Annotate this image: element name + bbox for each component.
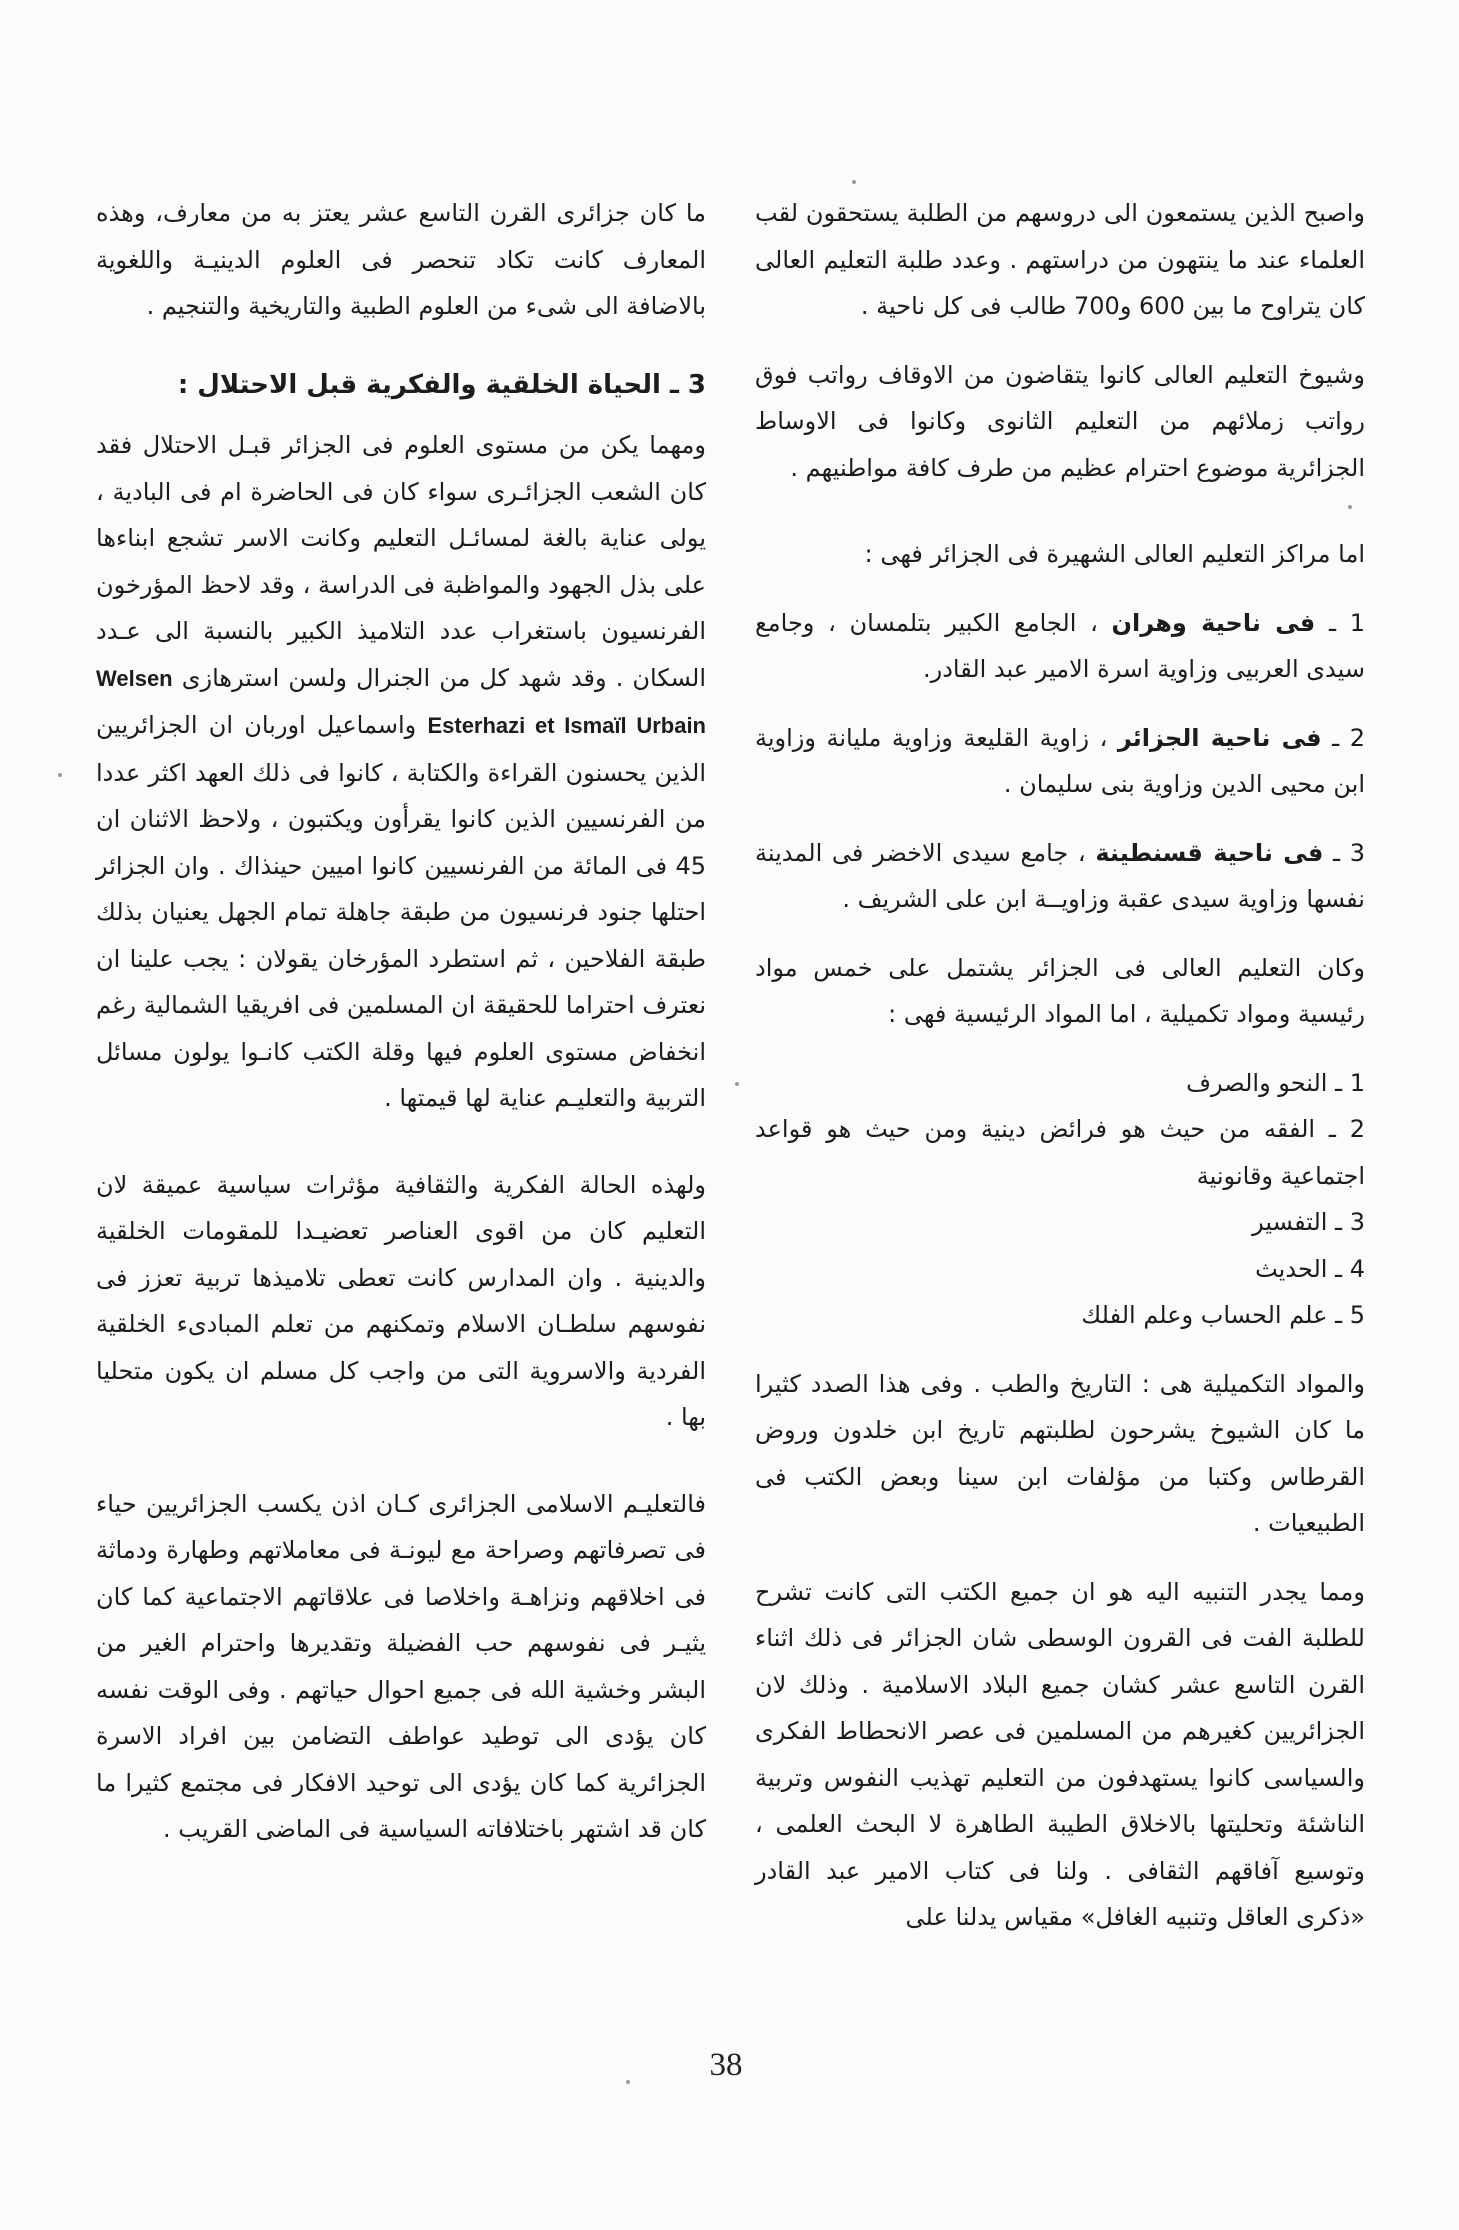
paragraph: فالتعليـم الاسلامى الجزائرى كـان اذن يكسب الجزائريين حياء فى تصرفاتهم وصراحة مع ليونـة فى معاملاتهم وطهارة ودماثة فى اخلاقهم ونزاهـة واخلاصا فى علاقاتهم الاجتماعية كما كان يثيـر فى نفوسهم حب الفضيلة وتقديرها واحترام الغير من البشر وخشية الله فى جميع احوال حياتهم . وفى الوقت نفسه كان يؤدى الى توطيد عواطف التضامن بين افراد الاسرة الجزائرية كما كان يؤدى الى توحيد الافكار فى مجتمع كثيرا ما كان قد اشتهر باختلافاته السياسية فى الماضى القريب . — [96, 1489, 706, 1843]
paragraph: ومهما يكن من مستوى العلوم فى الجزائر قبـل الاحتلال فقد كان الشعب الجزائـرى سواء كان فى الحاضرة ام فى البادية ، يولى عناية بالغة لمسائـل التعليم وكانت الاسر تشجع ابناءها على بذل الجهود والمواظبة فى الدراسة ، وقد لاحظ المؤرخون الفرنسيون باستغراب عدد التلاميذ الكبير بالنسبة الى عـدد السكان . وقد شهد كل من الجنرال ولسن استرهازى Welsen Esterhazi et Ismaïl Urbain واسماعيل اوربان ان الجزائريين الذين يحسنون القراءة والكتابة ، كانوا فى ذلك العهد اكثر عددا من الفرنسيين الذين كانوا يقرأون ويكتبون ، ولاحظ الاثنان ان 45 فى المائة من الفرنسيين كانوا اميين حينذاك . وان الجزائر احتلها جنود فرنسيون من طبقة جاهلة تمام الجهل يعنيان بذلك طبقة الفلاحين ، ثم استطرد المؤرخان يقولان : يجب علينا ان نعترف احتراما للحقيقة ان المسلمين فى افريقيا الشمالية رغم انخفاض مستوى العلوم فيها وقلة الكتب كانـوا يولون مسائل التربية والتعليـم عناية لها قيمتها . — [96, 431, 706, 1112]
latin-names: Welsen Esterhazi et Ismaïl Urbain — [96, 665, 706, 738]
paragraph: ولهذه الحالة الفكرية والثقافية مؤثرات سياسية عميقة لان التعليم كان من اقوى العناصر تعضيـدا للمقومات الخلقية والدينية . وان المدارس كانت تعطى تلاميذها تربية تعزز فى نفوسهم سلطـان الاسلام وتمكنهم من تعلم المبادىء الخلقية الفردية والاسروية التى من واجب كل مسلم ان يكون متحليا بها . — [96, 1170, 706, 1431]
subject-item: 3 ـ التفسير — [1252, 1208, 1365, 1236]
scan-speck — [626, 2080, 630, 2084]
subject-item: 5 ـ علم الحساب وعلم الفلك — [1081, 1301, 1365, 1329]
subject-item: 1 ـ النحو والصرف — [1186, 1068, 1365, 1097]
center-item: 2 ـ فى ناحية الجزائر ، زاوية القليعة وزاوية مليانة وزاوية ابن محيى الدين وزاوية بنى سليمان . — [755, 723, 1365, 798]
paragraph: ما كان جزائرى القرن التاسع عشر يعتز به من معارف، وهذه المعارف كانت تكاد تنحصر فى العلوم الدينيـة واللغوية بالاضافة الى شىء من العلوم الطبية والتاريخية والتنجيم . — [96, 199, 706, 320]
paragraph: اما مراكز التعليم العالى الشهيرة فى الجزائر فهى : — [864, 540, 1365, 568]
scan-speck — [852, 180, 856, 184]
region-name: فى ناحية وهران — [1111, 608, 1316, 637]
paragraph: والمواد التكميلية هى : التاريخ والطب . وفى هذا الصدد كثيرا ما كان الشيوخ يشرحون لطلبتهم تاريخ ابن خلدون وروض القرطاس وكتبا من مؤلفات ابن سينا وبعض الكتب فى الطبيعيات . — [755, 1369, 1365, 1537]
center-item: 1 ـ فى ناحية وهران ، الجامع الكبير بتلمسان ، وجامع سيدى العربيى وزاوية اسرة الامير عبد القادر. — [755, 608, 1365, 683]
section-heading: 3 ـ الحياة الخلقية والفكرية قبل الاحتلال : — [177, 369, 706, 400]
region-name: فى ناحية قسنطينة — [1095, 838, 1324, 867]
right-column — [755, 190, 1365, 1941]
subject-item: 4 ـ الحديث — [1255, 1254, 1365, 1283]
paragraph: وشيوخ التعليم العالى كانوا يتقاضون من الاوقاف رواتب فوق رواتب زملائهم من التعليم الثانوى وكانوا فى الاوساط الجزائرية موضوع احترام عظيم من طرف كافة مواطنيهم . — [755, 360, 1365, 482]
paragraph: وكان التعليم العالى فى الجزائر يشتمل على خمس مواد رئيسية ومواد تكميلية ، اما المواد الرئيسية فهى : — [755, 953, 1365, 1028]
scan-speck — [1348, 505, 1352, 509]
left-column — [96, 190, 706, 1853]
scan-speck — [58, 773, 62, 777]
scan-speck — [735, 1082, 739, 1086]
center-item: 3 ـ فى ناحية قسنطينة ، جامع سيدى الاخضر فى المدينة نفسها وزاوية سيدى عقبة وزاويــة ابن على الشريف . — [755, 838, 1365, 913]
subject-item: 2 ـ الفقه من حيث هو فرائض دينية ومن حيث هو قواعد اجتماعية وقانونية — [755, 1115, 1365, 1190]
paragraph: واصبح الذين يستمعون الى دروسهم من الطلبة يستحقون لقب العلماء عند ما ينتهون من دراستهم . وعدد طلبة التعليم العالى كان يتراوح ما بين 600 و700 طالب فى كل ناحية . — [755, 199, 1365, 320]
region-name: فى ناحية الجزائر — [1117, 723, 1322, 752]
paragraph: ومما يجدر التنبيه اليه هو ان جميع الكتب التى كانت تشرح للطلبة الفت فى القرون الوسطى شان الجزائر فى ذلك اثناء القرن التاسع عشر كشان جميع البلاد الاسلامية . وذلك لان الجزائريين كغيرهم من المسلمين فى عصر الانحطاط الفكرى والسياسى كانوا يستهدفون من التعليم تهذيب النفوس وتربية الناشئة وتحليتها بالاخلاق الطيبة الطاهرة لا البحث العلمى ، وتوسيع آفاقهم الثقافى . ولنا فى كتاب الامير عبد القادر «ذكرى العاقل وتنبيه الغافل» مقياس يدلنا على — [755, 1577, 1365, 1931]
page-number: 38 — [709, 2047, 743, 2083]
